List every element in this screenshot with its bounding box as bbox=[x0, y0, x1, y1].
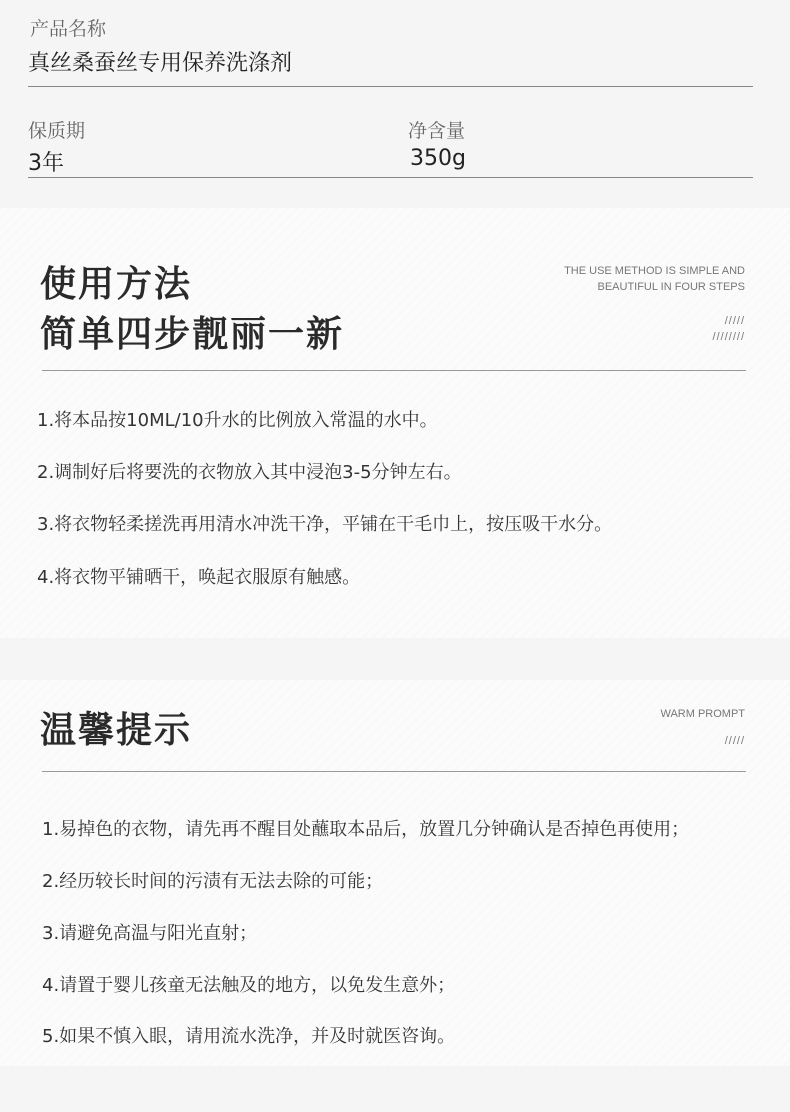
product-name-underline bbox=[28, 86, 753, 87]
warm-prompt-slash-decoration: ///// bbox=[724, 735, 745, 747]
product-name-value: 真丝桑蚕丝专用保养洗涤剂 bbox=[28, 51, 293, 76]
shelf-life-value: 3年 bbox=[28, 151, 64, 176]
usage-english-line1: THE USE METHOD IS SIMPLE AND bbox=[564, 265, 745, 277]
warm-tip-1: 1.易掉色的衣物，请先再不醒目处蘸取本品后，放置几分钟确认是否掉色再使用； bbox=[42, 819, 690, 840]
warm-tip-5: 5.如果不慎入眼，请用流水洗净，并及时就医咨询。 bbox=[42, 1026, 456, 1047]
usage-english-line2: BEAUTIFUL IN FOUR STEPS bbox=[597, 281, 745, 293]
usage-step-1: 1.将本品按10ML/10升水的比例放入常温的水中。 bbox=[37, 410, 438, 431]
warm-tip-2: 2.经历较长时间的污渍有无法去除的可能； bbox=[42, 871, 384, 892]
warm-prompt-title: 温馨提示 bbox=[40, 710, 193, 751]
usage-slash-decoration bbox=[713, 313, 745, 345]
usage-title-line1: 使用方法 bbox=[40, 264, 193, 305]
warm-prompt-section bbox=[0, 680, 790, 1066]
usage-title-line2: 简单四步靓丽一新 bbox=[40, 314, 345, 355]
product-name-label: 产品名称 bbox=[30, 18, 107, 40]
warm-prompt-english: WARM PROMPT bbox=[660, 708, 745, 720]
usage-step-4: 4.将衣物平铺晒干，唤起衣服原有触感。 bbox=[37, 567, 361, 588]
usage-step-2: 2.调制好后将要洗的衣物放入其中浸泡3-5分钟左右。 bbox=[37, 462, 462, 483]
warm-tip-3: 3.请避免高温与阳光直射； bbox=[42, 923, 258, 944]
usage-slash-line2: //////// bbox=[712, 331, 745, 343]
usage-slash-line1: ///// bbox=[724, 315, 745, 327]
warm-tip-4: 4.请置于婴儿孩童无法触及的地方，以免发生意外； bbox=[42, 975, 456, 996]
usage-step-3: 3.将衣物轻柔搓洗再用清水冲洗干净，平铺在干毛巾上，按压吸干水分。 bbox=[37, 514, 613, 535]
net-content-value: 350g bbox=[410, 146, 466, 171]
product-info-section bbox=[0, 0, 790, 208]
warm-prompt-divider bbox=[42, 771, 746, 772]
usage-english-caption bbox=[564, 263, 745, 295]
net-content-label: 净含量 bbox=[408, 120, 466, 142]
shelf-net-underline bbox=[28, 177, 753, 178]
usage-section bbox=[0, 208, 790, 638]
shelf-life-label: 保质期 bbox=[28, 120, 86, 142]
usage-divider bbox=[42, 370, 746, 371]
